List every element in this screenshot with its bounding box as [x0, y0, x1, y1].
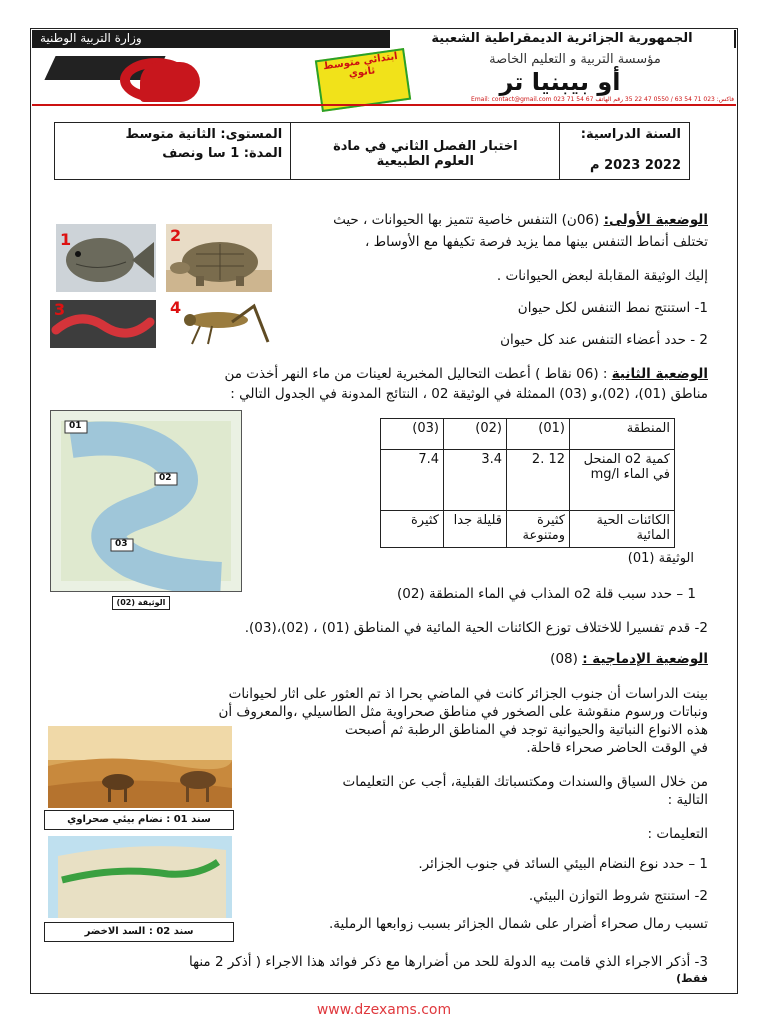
table-row-label-o2: كمية o2 المنحل في الماء mg/l — [570, 450, 675, 511]
exam-title: اختبار الفصل الثاني في مادة — [333, 139, 518, 154]
year-value: 2022 2023 م — [590, 158, 681, 173]
image-number-3: 3 — [54, 300, 66, 319]
results-table-wrap — [380, 418, 675, 548]
s1-line2: تختلف أنماط التنفس بينها مما يزيد فرصة تكيفها مع الأوساط ، — [364, 234, 708, 250]
year-cell — [559, 123, 689, 179]
earthworm-image — [50, 300, 156, 348]
s1-line1 — [333, 212, 708, 228]
table-row — [381, 419, 675, 450]
s3-p4: في الوقت الحاضر صحراء قاحلة. — [526, 740, 708, 756]
desert-image — [48, 726, 232, 808]
site-footer-link[interactable]: www.dzexams.com — [316, 1002, 452, 1018]
doc2-label: الوثيقة (02) — [112, 596, 170, 610]
logo-p-icon — [140, 62, 200, 102]
s1-line3: إليك الوثيقة المقابلة لبعض الحيوانات . — [496, 268, 708, 284]
s2-line1 — [224, 366, 708, 382]
s3-instructions-label: التعليمات : — [647, 826, 708, 842]
map-label-01: 01 — [69, 421, 82, 431]
green-dam-map-icon — [48, 836, 232, 918]
s2-line2: مناطق (01)، (02)،و (03) الممثلة في الوثيقة 02 ، النتائج المدونة في الجدول التالي : — [230, 386, 708, 402]
s3-q3: 3- أذكر الاجراء الذي قامت بيه الدولة للحد من أضرارها مع ذكر فوائد هذا الاجراء ( أذكر 2 منها — [189, 954, 708, 970]
table-row — [381, 450, 675, 511]
subject-text: العلوم الطبيعية — [376, 154, 474, 169]
school-name: أو بيبنيا تر — [499, 68, 621, 96]
map-label-03: 03 — [115, 539, 128, 549]
table-cell: كثيرة — [381, 511, 444, 548]
s2-q1: 1 – حدد سبب قلة o2 المذاب في الماء المنطقة (02) — [396, 586, 696, 602]
s3-q2: 2- استنتج شروط التوازن البيئي. — [528, 888, 708, 904]
doc1-label: الوثيقة (01) — [627, 551, 694, 566]
turtle-image — [166, 224, 272, 292]
s2-q2: 2- قدم تفسيرا للاختلاف توزع الكائنات الحية المائية في المناطق (01) ، (02)،(03). — [244, 620, 708, 636]
table-row-label-organisms: الكائنات الحية المائية — [570, 511, 675, 548]
s3-p2: ونباتات ورسوم منقوشة على الصخور في مناطق صحراوية مثل الطاسيلي ،والمعروف أن — [218, 704, 708, 720]
table-cell: 12 .2 — [507, 450, 570, 511]
s2-intro: : (06 نقاط ) أعطت التحاليل المخبرية لعينات من ماء النهر أخذت من — [224, 366, 608, 382]
grasshopper-icon — [172, 298, 272, 350]
s1-q2: 2 - حدد أعضاء التنفس عند كل حيوان — [500, 332, 708, 348]
desert-camel-icon — [48, 726, 232, 808]
s3-p6: التالية : — [667, 792, 708, 808]
results-table — [380, 418, 675, 548]
level-cell — [55, 123, 290, 179]
table-cell: 3.4 — [444, 450, 507, 511]
s3-points: (08) — [550, 651, 578, 667]
republic-title: الجمهورية الجزائرية الديمقراطية الشعبية — [390, 30, 734, 48]
contact-line: Email: contact@gmail.com 023 71 54 67 فاكس: 023 71 54 63 / 0550 47 22 35 رقم الهاتف — [471, 96, 734, 103]
s3-title: الوضعية الإدماجية : — [582, 651, 708, 667]
table-cell: كثيرة ومتنوعة — [507, 511, 570, 548]
s3-p3: هذه الانواع النباتية والحيوانية توجد في المناطق الرطبة ثم أصبحت — [344, 722, 708, 738]
table-row — [381, 511, 675, 548]
s3-p1: بينت الدراسات أن جنوب الجزائر كانت في الماضي بحرا اذ تم العثور على اثار لحيوانات — [228, 686, 708, 702]
table-cell: 7.4 — [381, 450, 444, 511]
table-header-02: (02) — [444, 419, 507, 450]
school-badge: ابتدائي متوسط ثانوي — [315, 48, 411, 112]
s1-q1: 1- استنتج نمط التنفس لكل حيوان — [517, 300, 708, 316]
s2-title: الوضعية الثانية — [611, 366, 708, 382]
image-number-1: 1 — [60, 230, 72, 249]
s1-intro: (06ن) التنفس خاصية تتميز بها الحيوانات ، حيث — [333, 212, 600, 228]
header-divider — [32, 104, 736, 106]
exam-info-table — [54, 122, 690, 180]
school-type: مؤسسة التربية و التعليم الخاصة — [489, 52, 661, 67]
map-label-02: 02 — [159, 473, 172, 483]
river-map-image — [50, 410, 242, 592]
ministry-text: وزارة التربية الوطنية — [40, 31, 142, 45]
river-map-icon — [51, 411, 241, 591]
s3-p7: تسبب رمال صحراء أضرار على شمال الجزائر بسبب زوابعها الرملية. — [328, 916, 708, 932]
turtle-icon — [166, 224, 272, 292]
s3-p5: من خلال السياق والسندات ومكتسباتك القبلية، أجب عن التعليمات — [342, 774, 708, 790]
image-number-2: 2 — [170, 226, 182, 245]
s3-title-line — [550, 651, 708, 667]
table-header-03: (03) — [381, 419, 444, 450]
sanad1-caption: سند 01 : نضام بيئي صحراوي — [44, 810, 234, 830]
s3-q3-end: فقط) — [676, 972, 708, 985]
level-text: المستوى: الثانية متوسط — [125, 127, 283, 142]
s1-title: الوضعية الأولى: — [603, 212, 708, 228]
year-label: السنة الدراسية: — [580, 127, 681, 142]
sanad2-caption: سند 02 : السد الاخضر — [44, 922, 234, 942]
table-cell: قليلة جدا — [444, 511, 507, 548]
image-number-4: 4 — [170, 298, 182, 317]
grasshopper-image — [172, 298, 272, 350]
s3-q1: 1 – حدد نوع النضام البيئي السائد في جنوب الجزائر. — [418, 856, 708, 872]
table-header-region: المنطقة — [570, 419, 675, 450]
table-header-01: (01) — [507, 419, 570, 450]
title-cell — [290, 123, 559, 179]
duration-text: المدة: 1 سا ونصف — [162, 146, 283, 161]
earthworm-icon — [50, 300, 156, 348]
green-dam-map-image — [48, 836, 232, 918]
